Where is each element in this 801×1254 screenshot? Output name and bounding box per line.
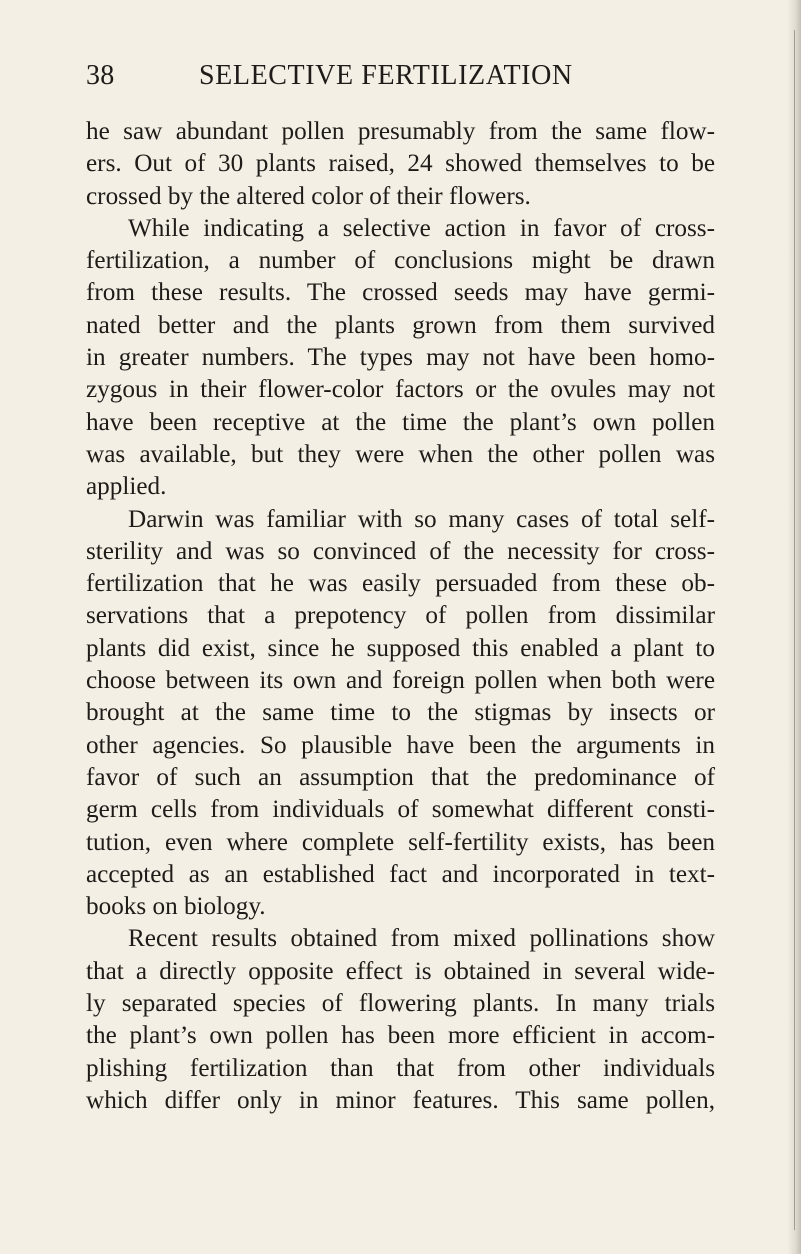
text-line: the plant’s own pollen has been more efficient in accom- — [86, 1022, 715, 1050]
text-line: favor of such an assumption that the predominance of — [86, 763, 715, 791]
text-line: plishing fertilization than that from other individuals — [86, 1054, 715, 1082]
text-line: fertilization that he was easily persuaded from these ob- — [86, 570, 715, 598]
text-line: sterility and was so convinced of the necessity for cross- — [86, 537, 715, 565]
text-line: applied. — [86, 473, 167, 501]
page-number: 38 — [86, 60, 115, 91]
page-header — [86, 56, 726, 96]
text-line: While indicating a selective action in favor of cross- — [128, 214, 715, 242]
text-line: have been receptive at the time the plant’s own pollen — [86, 408, 715, 436]
text-line: books on biology. — [86, 893, 266, 921]
text-line: he saw abundant pollen presumably from the same flow- — [86, 118, 715, 145]
text-line: germ cells from individuals of somewhat different consti- — [86, 796, 715, 824]
body-text — [86, 116, 715, 1117]
text-line: other agencies. So plausible have been the arguments in — [86, 731, 715, 759]
text-line: nated better and the plants grown from them survived — [86, 311, 715, 339]
text-line: Recent results obtained from mixed pollinations show — [128, 925, 715, 953]
text-line: Darwin was familiar with so many cases of total self- — [128, 505, 715, 533]
running-head: SELECTIVE FERTILIZATION — [199, 60, 573, 91]
text-line: choose between its own and foreign pollen when both were — [86, 667, 715, 695]
text-line: crossed by the altered color of their flowers. — [86, 182, 531, 210]
text-line: ers. Out of 30 plants raised, 24 showed themselves to be — [86, 150, 715, 178]
text-line: was available, but they were when the other pollen was — [86, 440, 715, 468]
page-edge-line — [794, 30, 795, 1230]
text-line: accepted as an established fact and incorporated in text- — [86, 860, 715, 888]
text-line: in greater numbers. The types may not have been homo- — [86, 344, 715, 372]
text-line: which differ only in minor features. This same pollen, — [86, 1086, 715, 1114]
text-line: plants did exist, since he supposed this enabled a plant to — [86, 634, 715, 662]
text-line: servations that a prepotency of pollen from dissimilar — [86, 602, 715, 630]
text-line: from these results. The crossed seeds may have germi- — [86, 279, 715, 307]
text-line: ly separated species of flowering plants. In many trials — [86, 990, 715, 1018]
text-line: that a directly opposite effect is obtained in several wide- — [86, 957, 715, 985]
text-line: zygous in their flower-color factors or the ovules may not — [86, 376, 715, 404]
text-line: brought at the same time to the stigmas by insects or — [86, 699, 715, 727]
text-line: tution, even where complete self-fertility exists, has been — [86, 828, 715, 856]
text-line: fertilization, a number of conclusions might be drawn — [86, 247, 715, 275]
